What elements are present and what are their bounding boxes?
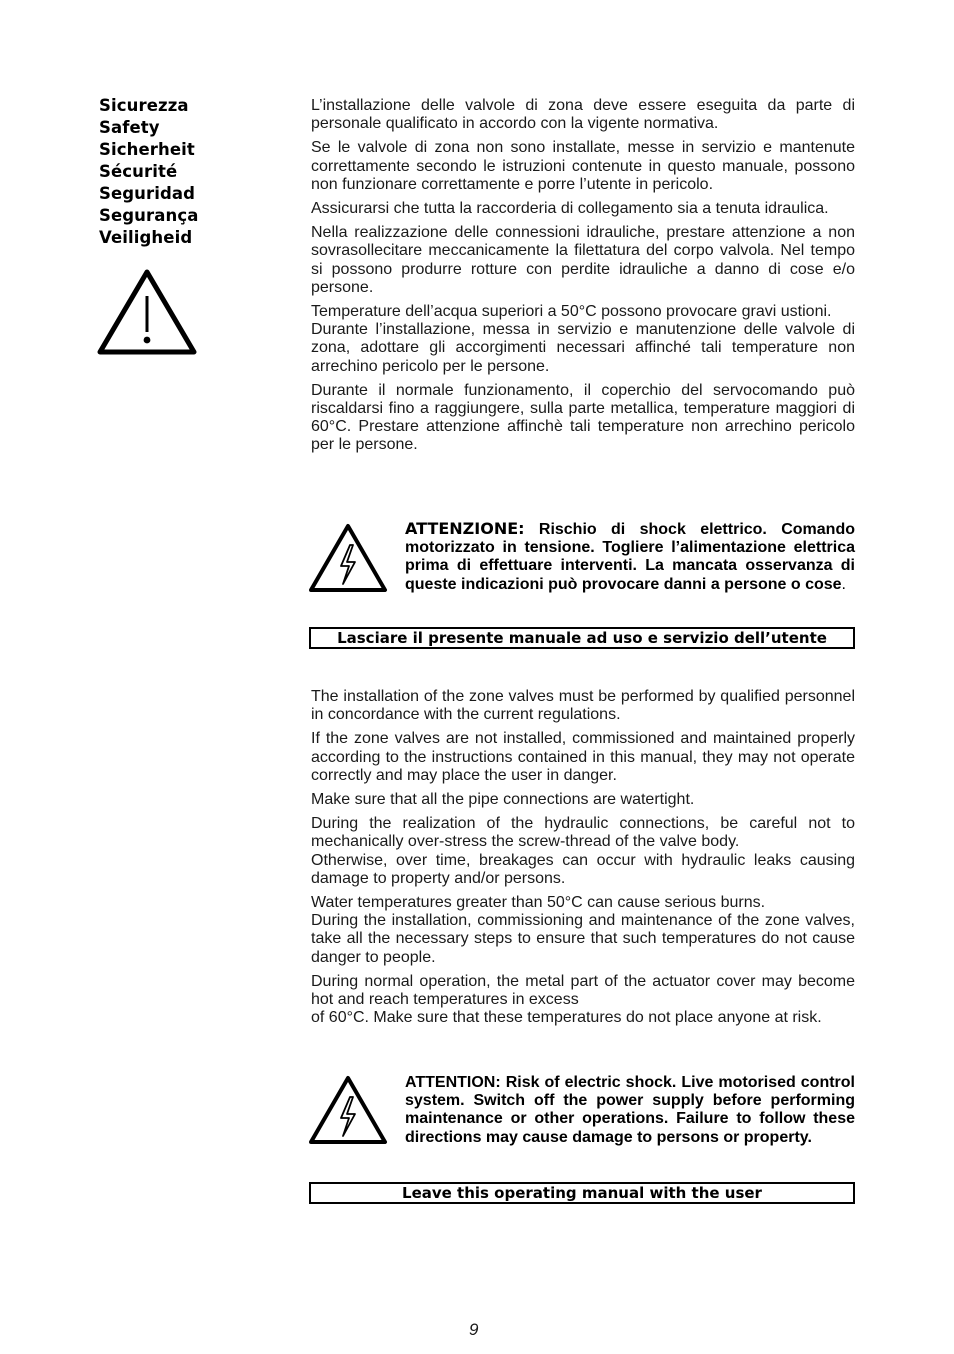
attention-english: ATTENTION: Risk of electric shock. Live motorised control system. Switch off the power supply before performing maintenance or other operations. Failure to follow these directions may cause damage to persons or property. xyxy=(405,1074,855,1146)
heading-sicherheit: Sicherheit xyxy=(99,140,195,159)
en-paragraph: The installation of the zone valves must be performed by qualified personnel in concordance with the current regulations. xyxy=(311,688,855,724)
attention-body: Rischio di shock elettrico. Comando motorizzato in tensione. Togliere l’alimentazione elettrica prima di effettuare interventi. La mancata osservanza di queste indicazioni può provocare danni a persone o cose xyxy=(405,521,855,593)
page-number: 9 xyxy=(469,1320,479,1339)
heading-sicurezza: Sicurezza xyxy=(99,96,189,115)
heading-seguridad: Seguridad xyxy=(99,184,196,203)
italian-text xyxy=(311,97,855,455)
english-text xyxy=(311,688,855,1027)
en-paragraph: If the zone valves are not installed, commissioned and maintained properly according to the instructions contained in this manual, they may not operate correctly and may place the user in danger. xyxy=(311,730,855,784)
attention-label: ATTENZIONE: xyxy=(405,519,525,538)
it-paragraph: Nella realizzazione delle connessioni idrauliche, prestare attenzione a non sovrasollecitare meccanicamente la filettatura del corpo valvola. Nel tempo si possono produrre rotture con perdite idrauliche a danno di cose e/o persone. xyxy=(311,224,855,296)
electric-shock-icon xyxy=(307,1073,389,1147)
warning-exclamation-icon xyxy=(96,266,198,358)
heading-securite: Sécurité xyxy=(99,162,178,181)
user-manual-notice-italian: Lasciare il presente manuale ad uso e servizio dell’utente xyxy=(309,627,855,649)
heading-veiligheid: Veiligheid xyxy=(99,228,193,247)
en-paragraph: During the installation, commissioning and maintenance of the zone valves, take all the necessary steps to ensure that such temperatures do not cause danger to people. xyxy=(311,912,855,966)
en-paragraph: Otherwise, over time, breakages can occur with hydraulic leaks causing damage to property and/or persons. xyxy=(311,851,855,887)
attention-end: . xyxy=(841,575,846,593)
it-paragraph: Assicurarsi che tutta la raccorderia di collegamento sia a tenuta idraulica. xyxy=(311,200,829,218)
it-paragraph: Durante l’installazione, messa in servizio e manutenzione delle valvole di zona, adottare gli accorgimenti necessari affinché tali temperature non arrechino pericolo per le persone. xyxy=(311,321,855,375)
it-paragraph: Durante il normale funzionamento, il coperchio del servocomando può riscaldarsi fino a raggiungere, sulla parte metallica, temperature maggiori di 60°C. Prestare attenzione affinchè tali temperature non arrechino pericolo per le persone. xyxy=(311,381,855,454)
en-paragraph: of 60°C. Make sure that these temperatures do not place anyone at risk. xyxy=(311,1009,822,1027)
heading-safety: Safety xyxy=(99,118,160,137)
attention-italian xyxy=(405,520,855,594)
en-paragraph: Water temperatures greater than 50°C can cause serious burns. xyxy=(311,894,766,912)
user-manual-notice-english: Leave this operating manual with the user xyxy=(309,1182,855,1204)
it-paragraph: L’installazione delle valvole di zona deve essere eseguita da parte di personale qualificato in accordo con la vigente normativa. xyxy=(311,97,855,133)
electric-shock-icon xyxy=(307,521,389,595)
heading-seguranca: Segurança xyxy=(99,206,199,225)
en-paragraph: During the realization of the hydraulic connections, be careful not to mechanically over-stress the screw-thread of the valve body. xyxy=(311,815,855,851)
it-paragraph: Se le valvole di zona non sono installate, messe in servizio e mantenute correttamente secondo le istruzioni contenute in questo manuale, possono non funzionare correttamente e porre l’utente in pericolo. xyxy=(311,139,855,193)
en-paragraph: During normal operation, the metal part of the actuator cover may become hot and reach temperatures in excess xyxy=(311,972,855,1009)
safety-headings xyxy=(99,95,289,249)
it-paragraph: Temperature dell’acqua superiori a 50°C possono provocare gravi ustioni. xyxy=(311,303,832,321)
en-paragraph: Make sure that all the pipe connections are watertight. xyxy=(311,791,695,809)
